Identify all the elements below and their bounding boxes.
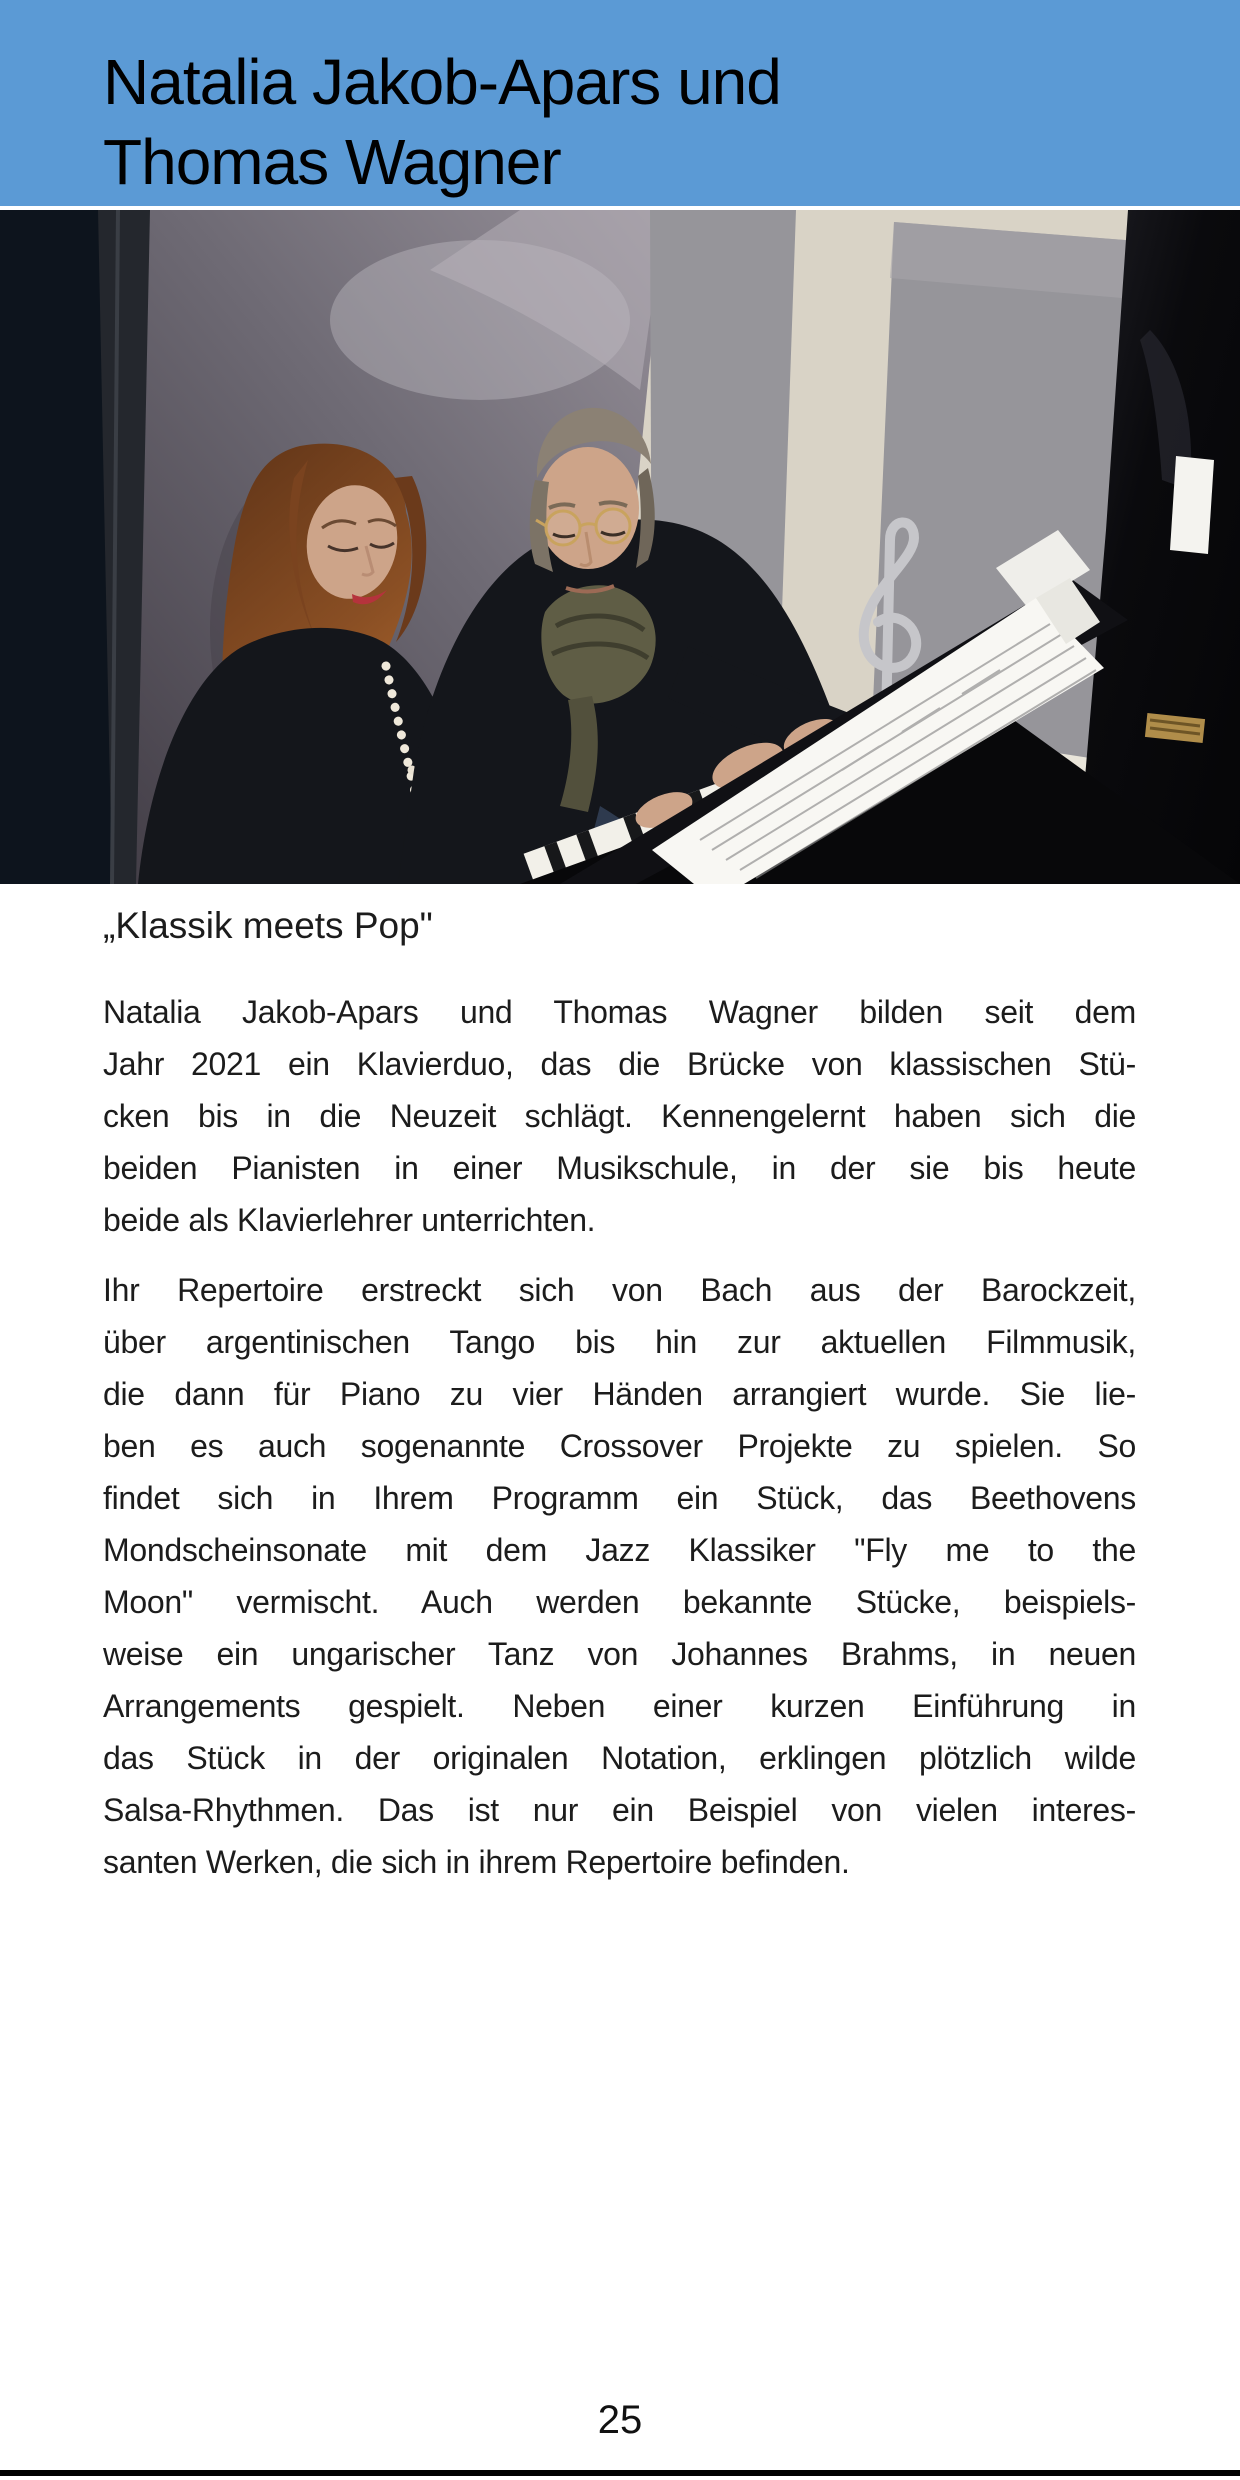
paragraph-line: die dann für Piano zu vier Händen arrangiert wurde. Sie lie- (103, 1376, 1136, 1412)
paragraph-line: Moon" vermischt. Auch werden bekannte Stücke, beispiels- (103, 1584, 1136, 1620)
paragraph-line: beide als Klavierlehrer unterrichten. (103, 1202, 596, 1238)
bio-paragraph-1 (103, 986, 1136, 1246)
paragraph-line: Jahr 2021 ein Klavierduo, das die Brücke von klassischen Stü- (103, 1046, 1136, 1082)
paragraph-line: Natalia Jakob-Apars und Thomas Wagner bilden seit dem (103, 994, 1136, 1030)
page-number: 25 (597, 2398, 643, 2442)
page-bottom-rule (0, 2470, 1240, 2476)
bio-paragraph-2 (103, 1264, 1136, 1888)
subtitle: „Klassik meets Pop" (103, 905, 433, 946)
photo-illustration (0, 210, 1240, 884)
page-title (103, 42, 781, 202)
paragraph-line: cken bis in die Neuzeit schlägt. Kennengelernt haben sich die (103, 1098, 1136, 1134)
paragraph-line: Arrangements gespielt. Neben einer kurzen Einführung in (103, 1688, 1136, 1724)
paragraph-line: Mondscheinsonate mit dem Jazz Klassiker "Fly me to the (103, 1532, 1136, 1568)
paragraph-line: über argentinischen Tango bis hin zur aktuellen Filmmusik, (103, 1324, 1136, 1360)
paragraph-line: das Stück in der originalen Notation, erklingen plötzlich wilde (103, 1740, 1136, 1776)
paragraph-line: findet sich in Ihrem Programm ein Stück, das Beethovens (103, 1480, 1136, 1516)
paragraph-line: Salsa-Rhythmen. Das ist nur ein Beispiel von vielen interes- (103, 1792, 1136, 1828)
chapter-title-banner (0, 0, 1240, 206)
paragraph-line: beiden Pianisten in einer Musikschule, in der sie bis heute (103, 1150, 1136, 1186)
paragraph-line: weise ein ungarischer Tanz von Johannes Brahms, in neuen (103, 1636, 1136, 1672)
hanging-tag (1170, 456, 1214, 554)
page-title-line1: Natalia Jakob-Apars und (103, 46, 781, 118)
page-title-line2: Thomas Wagner (103, 126, 561, 198)
duo-photo (0, 210, 1240, 884)
paragraph-line: Ihr Repertoire erstreckt sich von Bach aus der Barockzeit, (103, 1272, 1136, 1308)
paragraph-line: ben es auch sogenannte Crossover Projekte zu spielen. So (103, 1428, 1136, 1464)
paragraph-line: santen Werken, die sich in ihrem Repertoire befinden. (103, 1844, 850, 1880)
